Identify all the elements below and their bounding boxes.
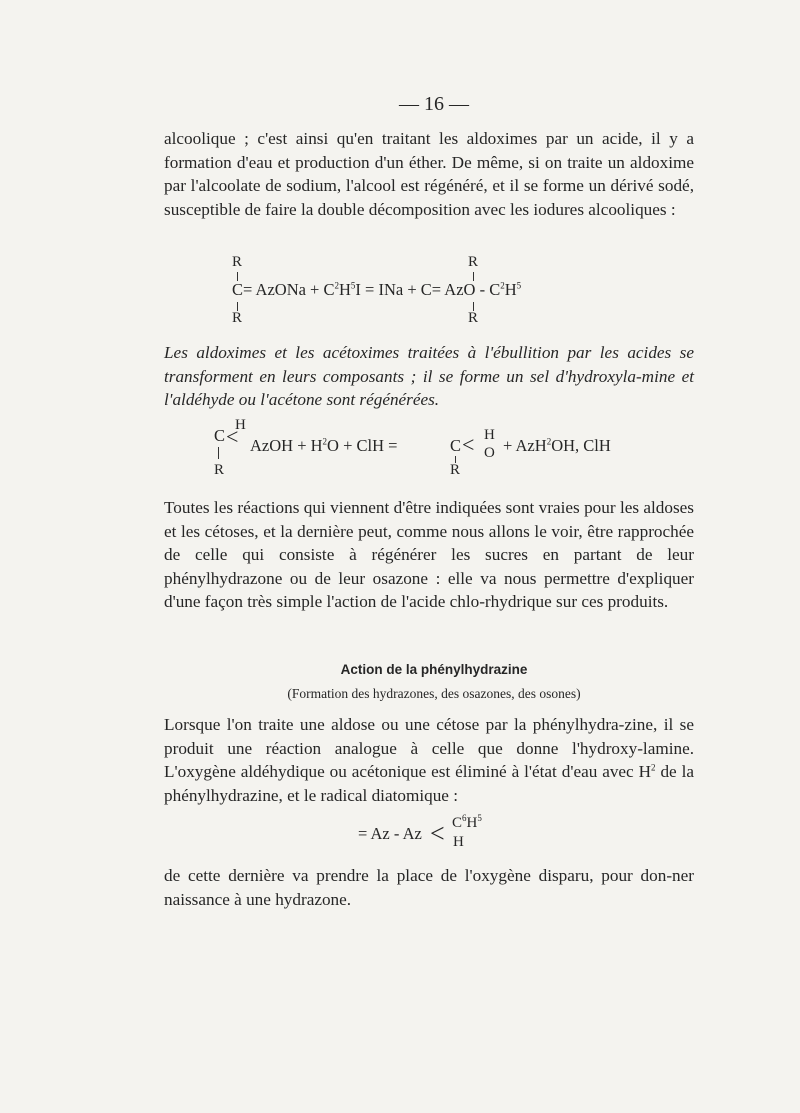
section-subheading: (Formation des hydrazones, des osazones, des osones): [287, 686, 581, 701]
formula-1-sup-5: 5: [350, 280, 356, 291]
formula-2-sup-2: 2: [322, 436, 328, 447]
formula-1-h: H: [339, 280, 351, 299]
formula-1-r-top-right: R: [468, 254, 479, 270]
paragraph-3: Toutes les réactions qui viennent d'être indiquées sont vraies pour les aldoses et les cétoses, et la dernière peut, comme nous allons le voir, être rapprochée de celle qui consiste à régénérer les sucres en partant de leur phénylhydrazone ou de leur osazone : elle va nous permettre d'expliquer d'une façon très simple l'action de l'acide chlo-rhydrique sur ces produits.: [164, 498, 694, 612]
formula-1-r-top-left: R: [232, 254, 243, 270]
formula-3-c: C: [452, 815, 463, 831]
formula-1-sup-5b: 5: [516, 280, 522, 291]
formula-1-r-bottom-right: R: [468, 310, 479, 326]
formula-3-lt: <: [430, 819, 445, 848]
paragraph-4: [164, 713, 694, 807]
formula-1-i-part: I = INa +: [355, 280, 421, 299]
formula-2-main: [250, 436, 397, 456]
formula-3-h: H: [453, 834, 464, 850]
formula-2-plus-az: + AzH: [503, 436, 547, 455]
formula-2-r-left: R: [214, 462, 225, 478]
formula-2-tail: [503, 436, 611, 456]
formula-3-sup-5: 5: [477, 813, 482, 823]
formula-2-sup-2b: 2: [546, 436, 552, 447]
formula-2-c-left: C: [214, 426, 226, 445]
formula-2-h-top: H: [235, 417, 246, 433]
formula-2-bond-left: [218, 447, 219, 459]
formula-1-sup-2b: 2: [500, 280, 505, 291]
formula-3-c6h5: [452, 815, 482, 832]
paragraph-2-italic: Les aldoximes et les acétoximes traitées à l'ébullition par les acides se transforment en leurs composants ; il se forme un sel d'hydroxyla-mine et l'aldéhyde ou l'acétone sont régénérées.: [164, 343, 694, 410]
formula-1-r-bottom-left: R: [232, 310, 243, 326]
page-number: — 16 —: [399, 93, 469, 115]
formula-3-sup-6: 6: [462, 813, 467, 823]
formula-3-h5: H: [466, 815, 478, 831]
formula-2-lt2: <: [462, 432, 475, 457]
formula-1-sup-2: 2: [334, 280, 339, 291]
formula-2-lt: <: [226, 424, 239, 449]
formula-2-o-small: O: [484, 445, 495, 461]
formula-1-c-right: C: [420, 280, 432, 299]
formula-2-azoh: AzOH + H: [250, 436, 323, 455]
formula-1-eq-a: = AzONa + C: [243, 280, 335, 299]
formula-1-h-b: H: [504, 280, 517, 299]
formula-1-line: [232, 280, 521, 300]
paragraph-4-text: Lorsque l'on traite une aldose ou une cétose par la phénylhydra-zine, il se produit une réaction analogue à celle que donne l'hydroxy-lamine. L'oxygène aldéhydique ou acétonique est éliminé à l'état d'eau avec H: [164, 715, 694, 782]
formula-2-o-part: O + ClH =: [327, 436, 398, 455]
formula-1-c-left: C: [232, 280, 244, 299]
formula-1-azo: = AzO - C: [431, 280, 501, 299]
formula-2-r-right: R: [450, 462, 461, 478]
paragraph-4-end: de la phénylhydrazine, et le radical diatomique :: [164, 762, 694, 805]
formula-2-h-small: H: [484, 427, 495, 443]
paragraph-4-sup: 2: [651, 762, 656, 773]
paragraph-5: de cette dernière va prendre la place de l'oxygène disparu, pour don-ner naissance à une hydrazone.: [164, 866, 694, 909]
paragraph-1: alcoolique ; c'est ainsi qu'en traitant les aldoximes par un acide, il y a formation d'eau et production d'un éther. De même, si on traite un aldoxime par l'alcoolate de sodium, l'alcool est régénéré, et il se forme un dérivé sodé, susceptible de faire la double décomposition avec les iodures alcooliques :: [164, 129, 694, 219]
formula-3-left: = Az - Az: [358, 824, 422, 843]
formula-2-c-right: C: [450, 436, 462, 455]
section-heading: Action de la phénylhydrazine: [340, 662, 528, 677]
formula-2-oh-clh: OH, ClH: [551, 436, 611, 455]
